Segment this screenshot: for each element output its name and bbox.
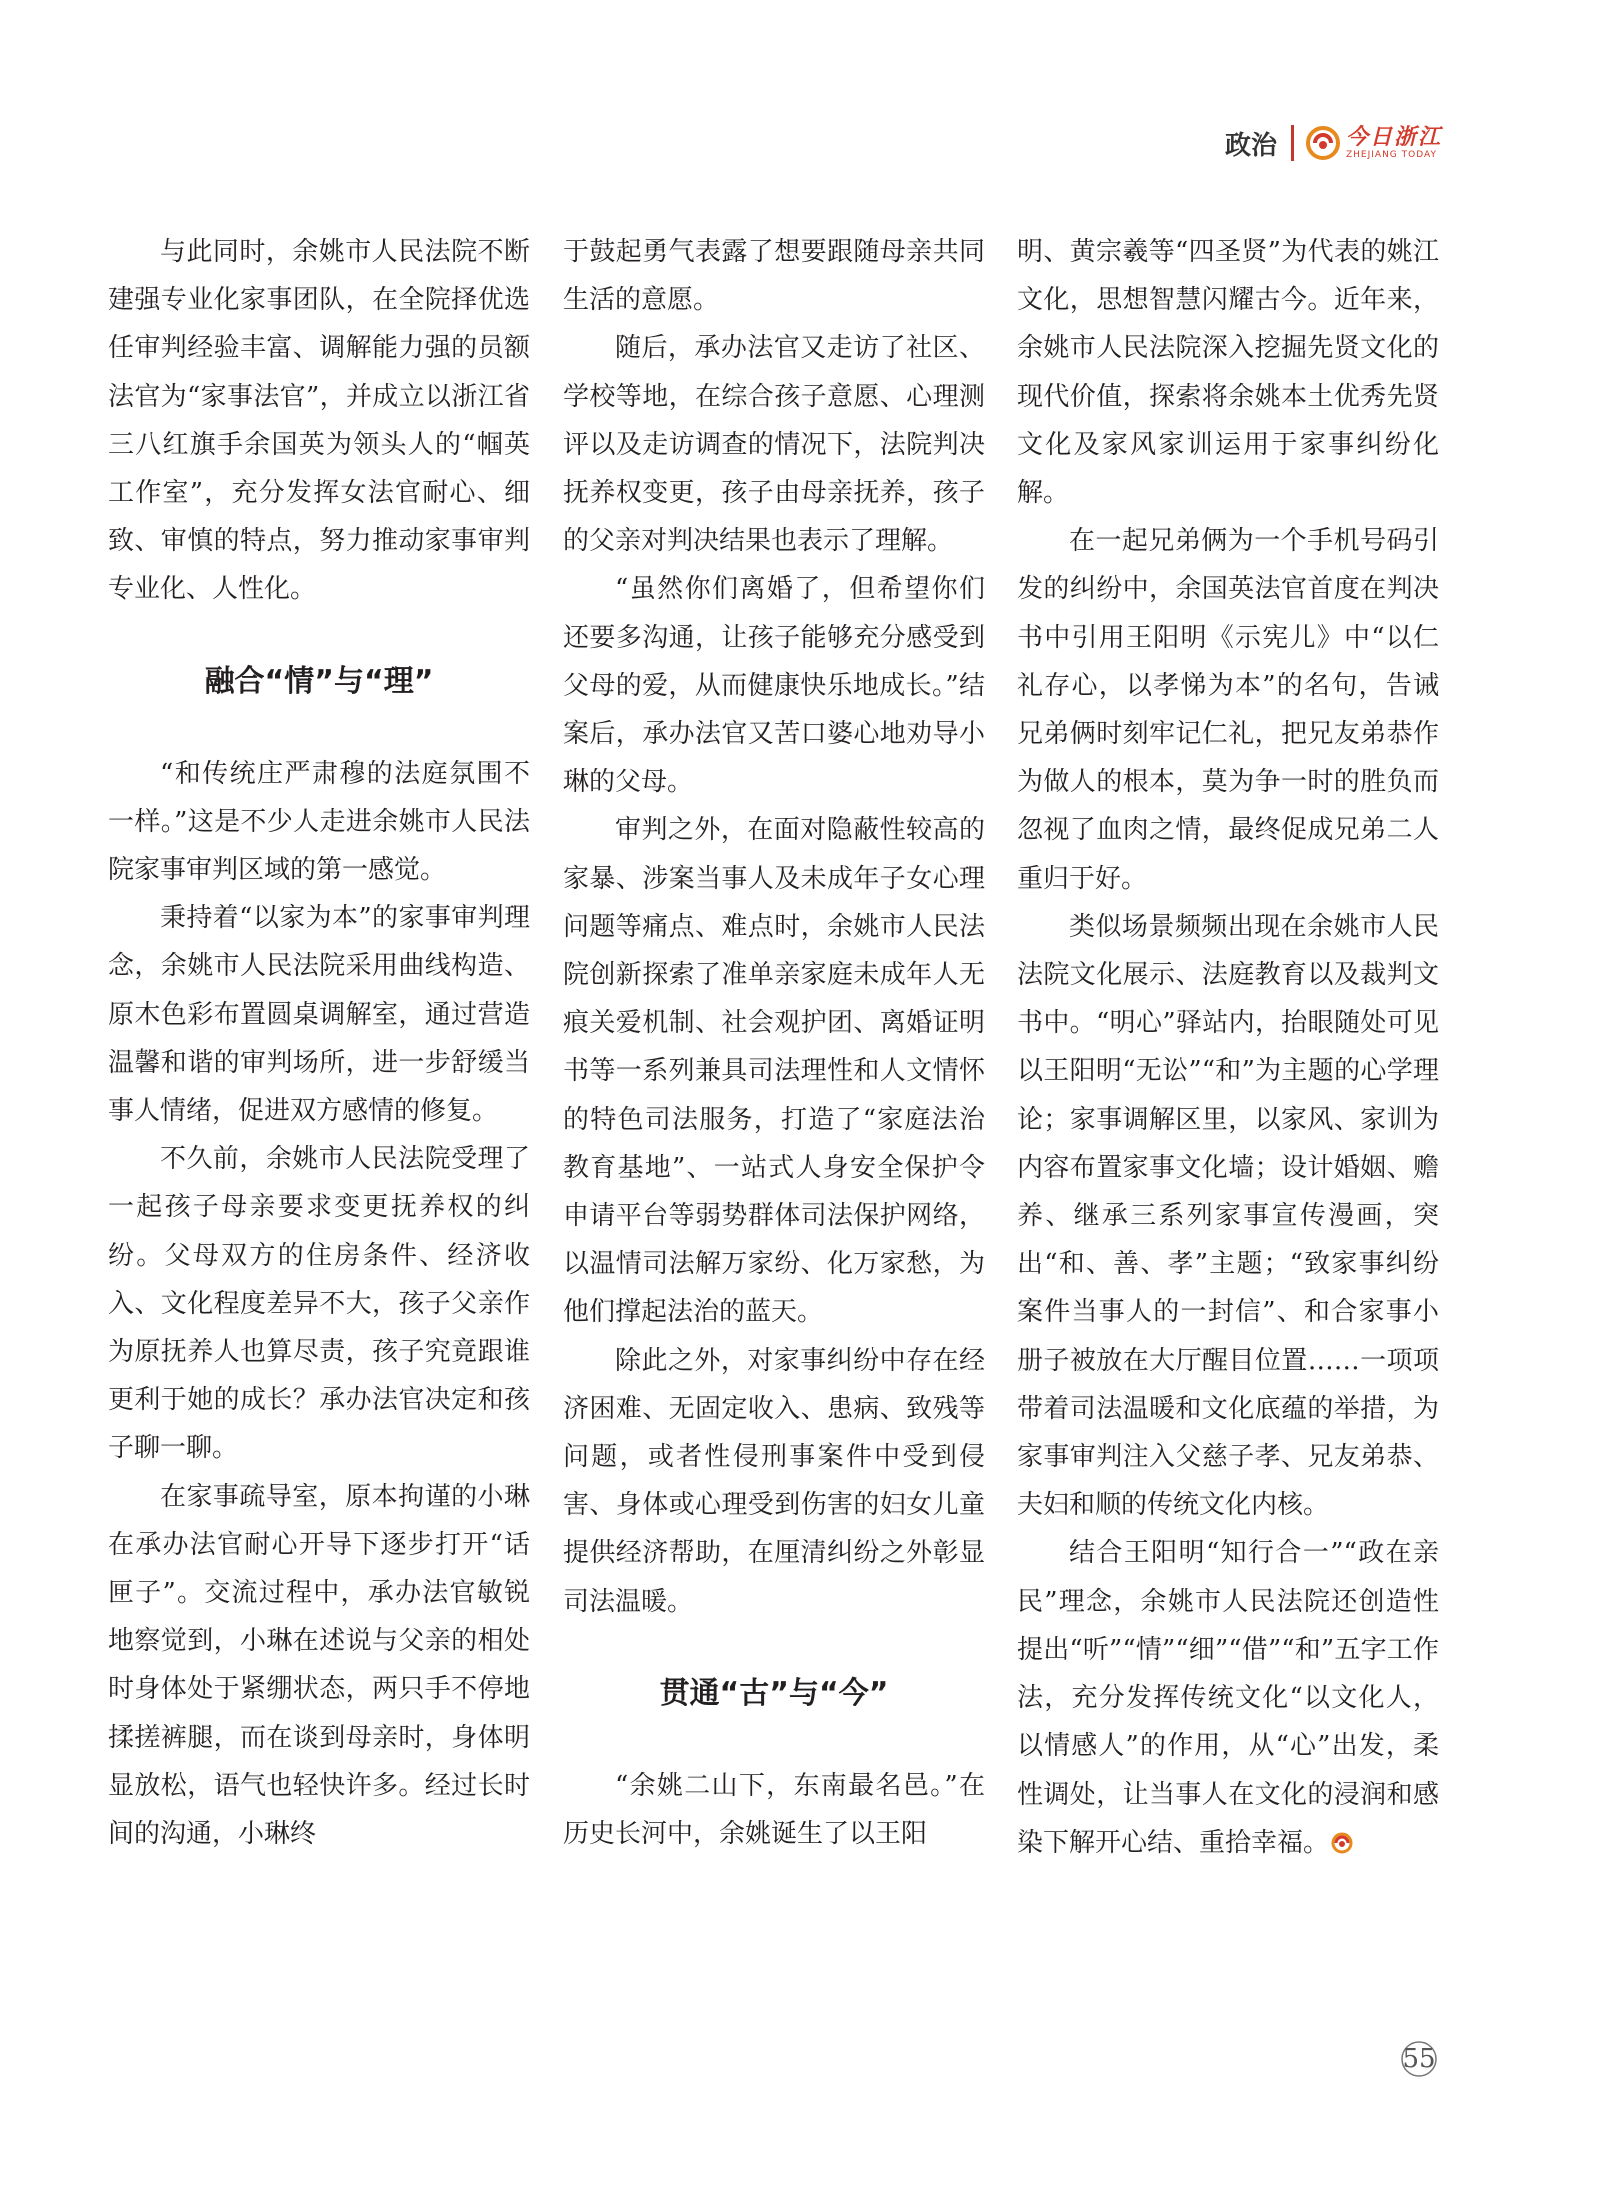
paragraph: 在一起兄弟俩为一个手机号码引发的纠纷中，余国英法官首度在判决书中引用王阳明《示宪儿》中“以仁礼存心，以孝悌为本”的名句，告诫兄弟俩时刻牢记仁礼，把兄友弟恭作为做人的根本，莫为争一时的胜负而忽视了血肉之情，最终促成兄弟二人重归于好。 <box>1017 526 1439 894</box>
page-number-text: 55 <box>1402 2044 1436 2074</box>
paragraph: 除此之外，对家事纠纷中存在经济困难、无固定收入、患病、致残等问题，或者性侵刑事案件中受到侵害、身体或心理受到伤害的妇女儿童提供经济帮助，在厘清纠纷之外彰显司法温暖。 <box>563 1345 985 1617</box>
column-3 <box>1017 228 1439 1867</box>
paragraph: 于鼓起勇气表露了想要跟随母亲共同生活的意愿。 <box>563 237 985 316</box>
page-number <box>1400 2040 1438 2078</box>
end-mark-icon <box>1331 1832 1353 1854</box>
logo-swirl-icon <box>1306 126 1340 160</box>
logo-subtitle: ZHEJIANG TODAY <box>1345 150 1437 160</box>
paragraph-final <box>1017 1529 1439 1866</box>
magazine-logo <box>1306 126 1442 160</box>
section-heading: 融合“情”与“理” <box>204 663 434 699</box>
paragraph: 不久前，余姚市人民法院受理了一起孩子母亲要求变更抚养权的纠纷。父母双方的住房条件、经济收入、文化程度差异不大，孩子父亲作为原抚养人也算尽责，孩子究竟跟谁更利于她的成长？承办法官决定和孩子聊一聊。 <box>108 1144 530 1464</box>
column-1 <box>108 228 530 1858</box>
paragraph: 与此同时，余姚市人民法院不断建强专业化家事团队，在全院择优选任审判经验丰富、调解能力强的员额法官为“家事法官”，并成立以浙江省三八红旗手余国英为领头人的“帼英工作室”，充分发挥女法官耐心、细致、审慎的特点，努力推动家事审判专业化、人性化。 <box>108 237 530 605</box>
paragraph: “余姚二山下，东南最名邑。”在历史长河中，余姚诞生了以王阳 <box>563 1770 985 1850</box>
logo-title: 今日浙江 <box>1345 125 1442 150</box>
paragraph: 审判之外，在面对隐蔽性较高的家暴、涉案当事人及未成年子女心理问题等痛点、难点时，余姚市人民法院创新探索了准单亲家庭未成年人无痕关爱机制、社会观护团、离婚证明书等一系列兼具司法理性和人文情怀的特色司法服务，打造了“家庭法治教育基地”、一站式人身安全保护令申请平台等弱势群体司法保护网络，以温情司法解万家纷、化万家愁，为他们撑起法治的蓝天。 <box>563 815 985 1328</box>
paragraph: 在家事疏导室，原本拘谨的小琳在承办法官耐心开导下逐步打开“话匣子”。交流过程中，承办法官敏锐地察觉到，小琳在述说与父亲的相处时身体处于紧绷状态，两只手不停地揉搓裤腿，而在谈到母亲时，身体明显放松，语气也轻快许多。经过长时间的沟通，小琳终 <box>108 1481 530 1850</box>
paragraph: 类似场景频频出现在余姚市人民法院文化展示、法庭教育以及裁判文书中。“明心”驿站内，抬眼随处可见以王阳明“无讼”“和”为主题的心学理论；家事调解区里，以家风、家训为内容布置家事文化墙；设计婚姻、赡养、继承三系列家事宣传漫画，突出“和、善、孝”主题；“致家事纠纷案件当事人的一封信”、和合家事小册子被放在大厅醒目位置……一项项带着司法温暖和文化底蕴的举措，为家事审判注入父慈子孝、兄友弟恭、夫妇和顺的传统文化内核。 <box>1017 911 1439 1521</box>
paragraph: 明、黄宗羲等“四圣贤”为代表的姚江文化，思想智慧闪耀古今。近年来，余姚市人民法院深入挖掘先贤文化的现代价值，探索将余姚本土优秀先贤文化及家风家训运用于家事纠纷化解。 <box>1017 237 1439 509</box>
section-heading: 贯通“古”与“今” <box>659 1675 889 1711</box>
paragraph-text: 结合王阳明“知行合一”“政在亲民”理念，余姚市人民法院还创造性提出“听”“情”“细”“借”“和”五字工作法，充分发挥传统文化“以文化人，以情感人”的作用，从“心”出发，柔性调处，让当事人在文化的浸润和感染下解开心结、重拾幸福。 <box>1017 1538 1439 1858</box>
section-label: 政治 <box>1224 130 1277 161</box>
page-header <box>1225 118 1442 168</box>
paragraph: 秉持着“以家为本”的家事审判理念，余姚市人民法院采用曲线构造、原木色彩布置圆桌调解室，通过营造温馨和谐的审判场所，进一步舒缓当事人情绪，促进双方感情的修复。 <box>108 903 530 1127</box>
paragraph: “虽然你们离婚了，但希望你们还要多沟通，让孩子能够充分感受到父母的爱，从而健康快乐地成长。”结案后，承办法官又苦口婆心地劝导小琳的父母。 <box>563 574 985 798</box>
paragraph: “和传统庄严肃穆的法庭氛围不一样。”这是不少人走进余姚市人民法院家事审判区域的第一感觉。 <box>108 758 530 886</box>
column-2 <box>563 228 985 1858</box>
header-divider <box>1291 125 1294 161</box>
paragraph: 随后，承办法官又走访了社区、学校等地，在综合孩子意愿、心理测评以及走访调查的情况下，法院判决抚养权变更，孩子由母亲抚养，孩子的父亲对判决结果也表示了理解。 <box>563 333 985 557</box>
